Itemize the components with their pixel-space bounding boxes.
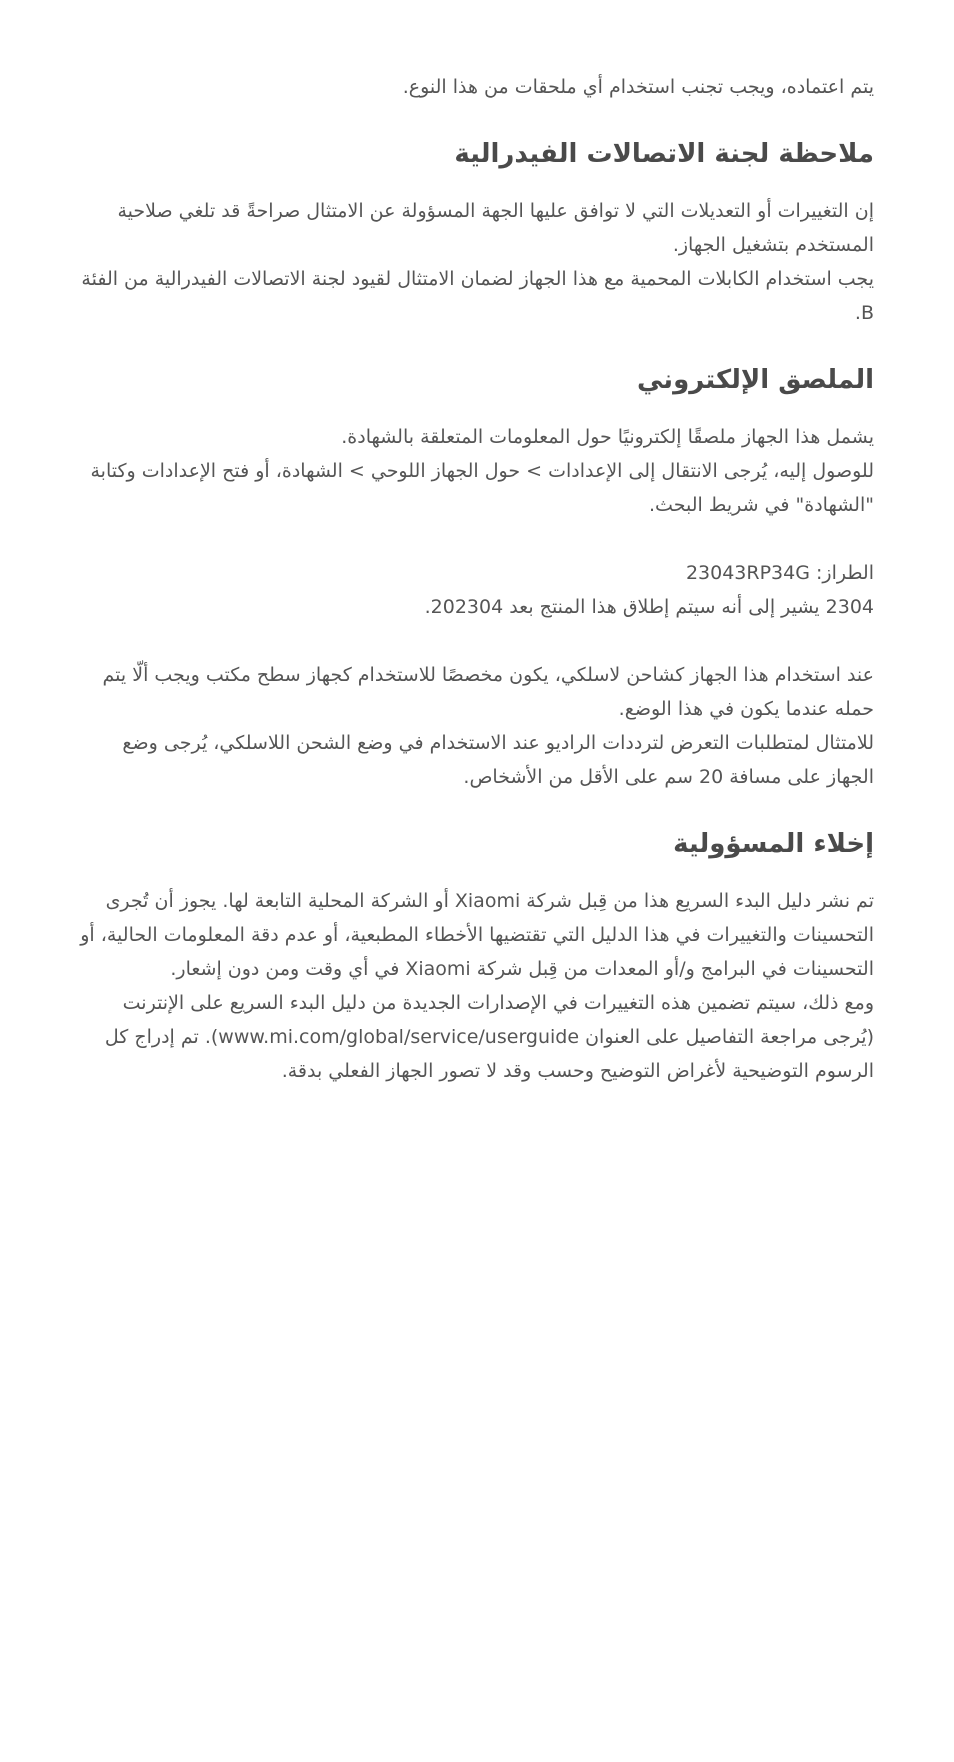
intro-line: يتم اعتماده، ويجب تجنب استخدام أي ملحقات من هذا النوع.: [402, 76, 874, 98]
disclaimer-paragraph-1: تم نشر دليل البدء السريع هذا من قِبل شركة Xiaomi أو الشركة المحلية التابعة لها. يجوز أن تُجرى التحسينات والتغييرات في هذا الدليل التي تقتضيها الأخطاء المطبعية، أو عدم دقة المعلومات الحالية، أو التحسينات في البرامج و/أو المعدات من قِبل شركة Xiaomi في أي وقت ومن دون إشعار.: [80, 890, 874, 980]
wireless-charger-paragraph-2: للامتثال لمتطلبات التعرض لترددات الراديو عند الاستخدام في وضع الشحن اللاسلكي، يُرجى وضع الجهاز على مسافة 20 سم على الأقل من الأشخاص.: [122, 732, 874, 788]
fcc-paragraph-1: إن التغييرات أو التعديلات التي لا توافق عليها الجهة المسؤولة عن الامتثال صراحةً قد تلغي صلاحية المستخدم بتشغيل الجهاز.: [117, 200, 874, 256]
elabel-heading: الملصق الإلكتروني: [637, 365, 874, 395]
elabel-paragraph-2: للوصول إليه، يُرجى الانتقال إلى الإعدادات > حول الجهاز اللوحي > الشهادة، أو فتح الإعدادات وكتابة "الشهادة" في شريط البحث.: [90, 460, 874, 516]
spacer: [70, 522, 874, 556]
disclaimer-heading: إخلاء المسؤولية: [673, 829, 874, 859]
elabel-paragraph-1: يشمل هذا الجهاز ملصقًا إلكترونيًا حول المعلومات المتعلقة بالشهادة.: [341, 426, 874, 448]
fcc-paragraph-2: يجب استخدام الكابلات المحمية مع هذا الجهاز لضمان الامتثال لقيود لجنة الاتصالات الفيدرالية من الفئة B.: [81, 268, 874, 324]
disclaimer-paragraph-2: ومع ذلك، سيتم تضمين هذه التغييرات في الإصدارات الجديدة من دليل البدء السريع على الإنترنت (يُرجى مراجعة التفاصيل على العنوان www.mi.com/global/service/userguide). تم إدراج كل الرسوم التوضيحية لأغراض التوضيح وحسب وقد لا تصور الجهاز الفعلي بدقة.: [104, 992, 874, 1082]
wireless-charger-paragraph-1: عند استخدام هذا الجهاز كشاحن لاسلكي، يكون مخصصًا للاستخدام كجهاز سطح مكتب ويجب ألّا يتم حمله عندما يكون في هذا الوضع.: [102, 664, 874, 720]
spacer: [70, 624, 874, 658]
fcc-heading: ملاحظة لجنة الاتصالات الفيدرالية: [454, 139, 874, 169]
model-line: الطراز: 23043RP34G: [685, 562, 874, 584]
release-line: 2304 يشير إلى أنه سيتم إطلاق هذا المنتج بعد 202304.: [424, 596, 874, 618]
